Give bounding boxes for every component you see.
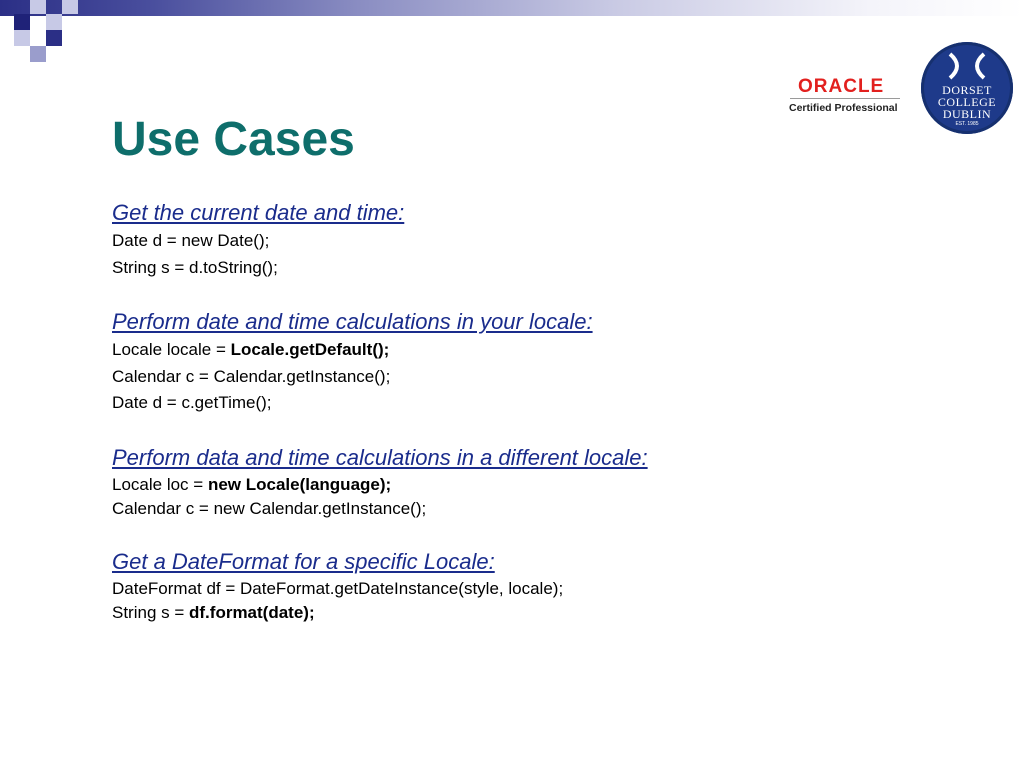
- code-line: Date d = c.getTime();: [112, 393, 272, 412]
- slide-content: [112, 198, 932, 625]
- dorset-emblem-icon: [946, 52, 988, 80]
- code-line: String s = d.toString();: [112, 257, 278, 277]
- decor-square: [30, 46, 46, 62]
- decor-square: [30, 0, 46, 14]
- code-line: Locale loc = new Locale(language);: [112, 474, 392, 494]
- header-gradient-band: [0, 0, 1024, 16]
- decor-square: [14, 14, 30, 30]
- decor-square: [46, 14, 62, 30]
- oracle-certified-logo: [788, 76, 902, 118]
- code-line: DateFormat df = DateFormat.getDateInstance(style, locale);: [112, 578, 564, 598]
- decor-square: [62, 0, 78, 14]
- oracle-divider: [790, 98, 900, 99]
- decor-square: [46, 30, 62, 46]
- dorset-line-2: COLLEGE: [937, 95, 997, 109]
- decor-square: [14, 30, 30, 46]
- code-line: Locale locale = Locale.getDefault();: [112, 340, 390, 359]
- dorset-line-1: DORSET: [942, 83, 992, 97]
- slide-title: Use Cases: [112, 113, 355, 166]
- oracle-wordmark: ORACLE: [798, 76, 885, 97]
- dorset-college-logo: [921, 42, 1013, 134]
- section-heading-dateformat: Get a DateFormat for a specific Locale:: [112, 548, 495, 574]
- code-line: Calendar c = Calendar.getInstance();: [112, 366, 391, 386]
- section-heading-your-locale: Perform date and time calculations in your locale:: [112, 309, 593, 334]
- oracle-subtitle: Certified Professional: [789, 102, 898, 114]
- dorset-line-3: DUBLIN: [942, 107, 992, 121]
- dorset-established: EST. 1985: [955, 121, 979, 127]
- section-heading-current-date: Get the current date and time:: [112, 200, 405, 225]
- section-heading-different-locale: Perform data and time calculations in a different locale:: [112, 444, 648, 470]
- code-line: Date d = new Date();: [112, 231, 270, 250]
- code-line: String s = df.format(date);: [112, 602, 315, 622]
- code-line: Calendar c = new Calendar.getInstance();: [112, 498, 427, 518]
